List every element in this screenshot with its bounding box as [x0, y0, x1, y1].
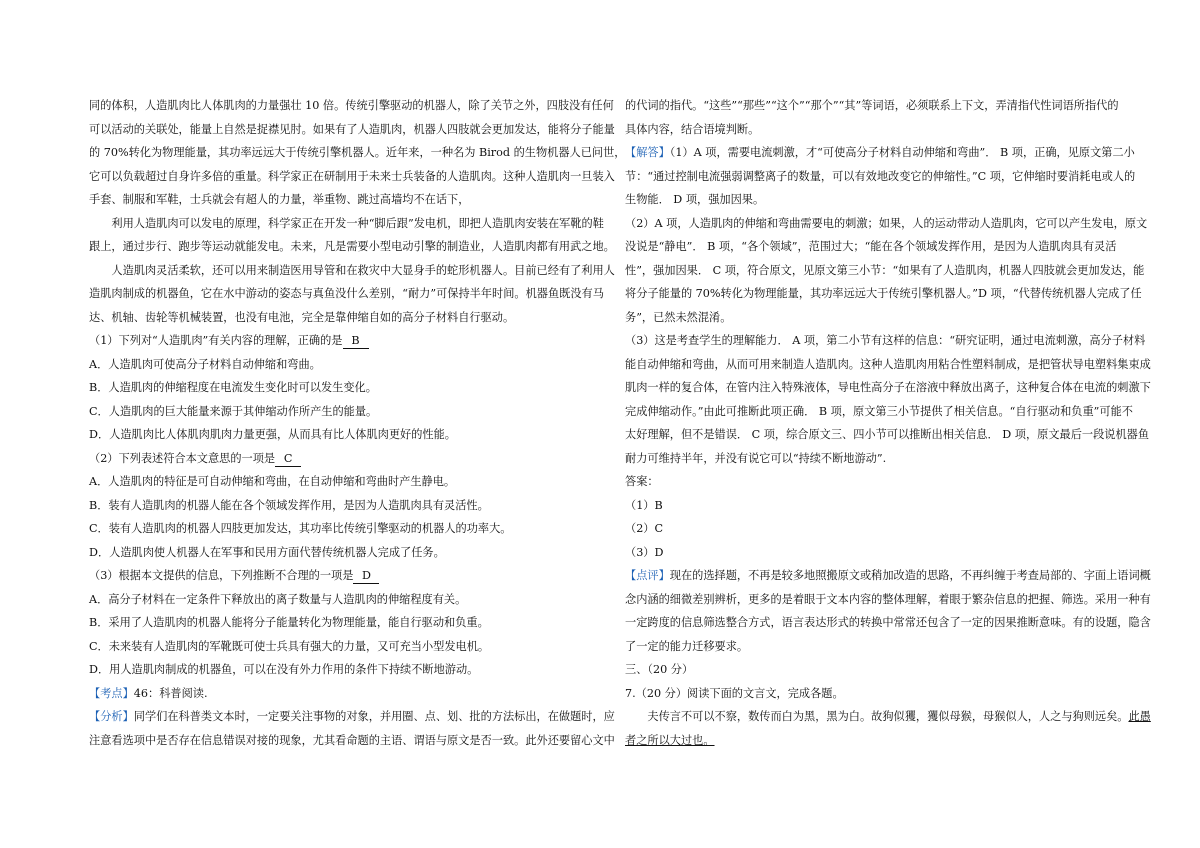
text-line: [89, 118, 615, 142]
line-text: B．采用了人造肌肉的机器人能将分子能量转化为物理能量，能自行驱动和负重。: [89, 616, 489, 629]
line-text: （3）根据本文提供的信息，下列推断不合理的一项是: [89, 569, 354, 582]
line-text: 没说是“静电”． B 项，“各个领域”，范围过大；“能在各个领域发挥作用，是因为人造肌肉具有灵活: [625, 240, 1117, 253]
line-text: A．高分子材料在一定条件下释放出的离子数量与人造肌肉的伸缩程度有关。: [89, 592, 467, 606]
text-line: [89, 541, 589, 565]
line-text: C．未来装有人造肌肉的军靴既可使士兵具有强大的力量，又可充当小型发电机。: [89, 639, 490, 653]
section-tag: 【分析】: [89, 710, 134, 723]
text-line: [625, 447, 1125, 471]
line-text: 46：科普阅读.: [133, 686, 208, 700]
text-line: [625, 329, 1146, 353]
text-line: [625, 94, 1125, 118]
line-text: 耐力可维持半年，并没有说它可以“持续不断地游动”.: [625, 451, 887, 465]
text-line: [625, 118, 1125, 142]
text-line: [625, 235, 1125, 259]
line-text: D．人造肌肉比人体肌肉肌肉力量更强，从而具有比人体肌肉更好的性能。: [89, 428, 456, 441]
line-text: 生物能． D 项，强加因果。: [625, 193, 765, 206]
text-line: [89, 235, 615, 259]
line-text: 同学们在科普类文本时，一定要关注事物的对象，并用圈、点、划、批的方法标出，在做题时，应: [133, 710, 615, 723]
answer-blank: D: [353, 568, 379, 584]
line-text: （3）这是考查学生的理解能力． A 项，第二小节有这样的信息：“研究证明，通过电流刺激，高分子材料: [625, 334, 1146, 347]
line-text: D．用人造肌肉制成的机器鱼，可以在没有外力作用的条件下持续不断地游动。: [89, 663, 479, 676]
line-text: 太好理解，但不是错误． C 项，综合原文三、四小节可以推断出相关信息． D 项，原文最后一段说机器鱼: [625, 428, 1150, 441]
text-line: [89, 517, 589, 541]
line-text: 造肌肉制成的机器鱼，它在水中游动的姿态与真鱼没什么差别，“耐力”可保持半年时间。机器鱼既没有马: [89, 287, 604, 300]
line-text: 利用人造肌肉可以发电的原理，科学家正在开发一种“脚后跟”发电机，即把人造肌肉安装在军靴的鞋: [89, 216, 604, 230]
section-tag: 【解答】: [625, 146, 670, 159]
line-text: 的代词的指代。“这些”“那些”“这个”“那个”“其”等词语，必须联系上下文，弄清指代性词语所指代的: [625, 99, 1119, 112]
line-text: 夫传言不可以不察，数传而白为黑，黑为白。故狗似玃，玃似母猴，母猴似人，人之与狗则远矣。: [625, 710, 1129, 723]
text-line: [89, 470, 589, 494]
text-line: [89, 165, 615, 189]
line-text: 节：“通过控制电流强弱调整离子的数量，可以有效地改变它的伸缩性。”C 项，它伸缩时要消耗电或人的: [625, 169, 1136, 183]
text-line: [625, 564, 1151, 588]
text-line: [89, 447, 589, 471]
section-tag: 【考点】: [89, 686, 134, 700]
line-text: B．人造肌肉的伸缩程度在电流发生变化时可以发生变化。: [89, 381, 377, 394]
line-text: 它可以负载超过自身许多倍的重量。科学家正在研制用于未来士兵装备的人造肌肉。这种人造肌肉一旦装入: [89, 169, 615, 183]
right-column: [625, 94, 1151, 752]
line-text: 肌肉一样的复合体，在管内注入特殊液体，导电性高分子在溶液中释放出离子，这种复合体在电流的刺激下: [625, 381, 1151, 394]
line-text: 注意看选项中是否存在信息错误对接的现象，尤其看命题的主语、谓语与原文是否一致。此外还要留心文中: [89, 733, 615, 747]
text-line: [89, 353, 589, 377]
underlined-text: 此愚: [1128, 710, 1151, 723]
answer-blank: B: [343, 333, 369, 349]
text-line: [625, 376, 1151, 400]
text-line: [625, 188, 1125, 212]
text-line: [625, 423, 1150, 447]
text-line: [625, 705, 1151, 729]
text-line: [625, 517, 1125, 541]
text-line: [625, 282, 1142, 306]
text-line: [625, 141, 1135, 165]
text-line: [625, 635, 1125, 659]
section-tag: 【点评】: [625, 569, 670, 582]
line-text: （2）A 项，人造肌肉的伸缩和弯曲需要电的刺激；如果，人的运动带动人造肌肉，它可以产生发电，原文: [625, 216, 1148, 230]
text-line: [89, 329, 589, 353]
text-line: [89, 400, 589, 424]
text-line: [625, 682, 1125, 706]
text-line: [625, 658, 1125, 682]
line-text: 性”，强加因果． C 项，符合原文，见原文第三小节：“如果有了人造肌肉，机器人四肢就会更加发达，能: [625, 263, 1145, 277]
line-text: A．人造肌肉可使高分子材料自动伸缩和弯曲。: [89, 357, 321, 371]
text-line: [89, 282, 604, 306]
text-line: [89, 259, 615, 283]
text-line: [89, 611, 589, 635]
line-text: （1）B: [625, 498, 663, 512]
line-text: 可以活动的关联处，能量上自然是捉襟见肘。如果有了人造肌肉，机器人四肢就会更加发达，能将分子能量: [89, 122, 615, 136]
left-column: [89, 94, 626, 752]
line-text: （2）C: [625, 522, 664, 535]
text-line: [89, 729, 615, 753]
text-line: [625, 588, 1151, 612]
answer-blank: C: [275, 451, 301, 467]
text-line: [625, 165, 1136, 189]
text-line: [625, 611, 1151, 635]
text-line: [625, 729, 1125, 753]
line-text: 人造肌肉灵活柔软，还可以用来制造医用导管和在救灾中大显身手的蛇形机器人。目前已经有了利用人: [89, 263, 615, 277]
line-text: 现在的选择题，不再是较多地照搬原文或稍加改造的思路，不再纠缠于考查局部的、字面上语词概: [669, 569, 1151, 582]
line-text: 7.（20 分）阅读下面的文言文，完成各题。: [625, 686, 844, 700]
line-text: （2）下列表述符合本文意思的一项是: [89, 451, 276, 465]
text-line: [89, 588, 589, 612]
text-line: [625, 353, 1151, 377]
line-text: 完成伸缩动作。”由此可推断此项正确． B 项，原文第三小节提供了相关信息。“自行驱动和负重”可能不: [625, 404, 1133, 418]
line-text: （3）D: [625, 545, 664, 559]
line-text: 能自动伸缩和弯曲，从而可用来制造人造肌肉。这种人造肌肉用粘合性塑料制成，是把管状导电塑料集束成: [625, 357, 1151, 371]
line-text: 达、机轴、齿轮等机械装置，也没有电池，完全是靠伸缩自如的高分子材料自行驱动。: [89, 310, 515, 324]
line-text: C．装有人造肌肉的机器人四肢更加发达，其功率比传统引擎驱动的机器人的功率大。: [89, 522, 512, 535]
line-text: 一定跨度的信息筛选整合方式，语言表达形式的转换中常常还包含了一定的因果推断意味。有的设题，隐含: [625, 616, 1151, 629]
text-line: [89, 212, 604, 236]
text-line: [625, 494, 1125, 518]
line-text: A．人造肌肉的特征是可自动伸缩和弯曲，在自动伸缩和弯曲时产生静电。: [89, 475, 456, 488]
text-line: [89, 188, 589, 212]
text-line: [89, 141, 626, 165]
line-text: 将分子能量的 70%转化为物理能量，其功率远远大于传统引擎机器人。”D 项，“代替传统机器人完成了任: [625, 287, 1142, 300]
line-text: 具体内容，结合语境判断。: [625, 122, 760, 136]
text-line: [89, 564, 589, 588]
line-text: 了一定的能力迁移要求。: [625, 639, 749, 653]
line-text: D．人造肌肉使人机器人在军事和民用方面代替传统机器人完成了任务。: [89, 545, 445, 559]
line-text: B．装有人造肌肉的机器人能在各个领域发挥作用，是因为人造肌肉具有灵活性。: [89, 498, 489, 512]
text-line: [625, 541, 1125, 565]
line-text: 答案：: [625, 475, 659, 488]
text-line: [625, 306, 1125, 330]
text-line: [89, 94, 614, 118]
line-text: 念内涵的细微差别辨析，更多的是着眼于文本内容的整体理解，着眼于繁杂信息的把握、筛选。采用一种有: [625, 592, 1151, 606]
text-line: [89, 423, 589, 447]
line-text: 务”，已然未然混淆。: [625, 310, 732, 324]
text-line: [89, 494, 589, 518]
text-line: [89, 682, 589, 706]
line-text: C．人造肌肉的巨大能量来源于其伸缩动作所产生的能量。: [89, 404, 378, 418]
text-line: [625, 400, 1133, 424]
text-line: [89, 658, 589, 682]
text-line: [89, 306, 589, 330]
text-line: [89, 635, 589, 659]
line-text: 手套、制服和军鞋，士兵就会有超人的力量，举重物、跳过高墙均不在话下，: [89, 193, 470, 206]
text-line: [625, 259, 1145, 283]
underlined-text: 者之所以大过也。: [625, 733, 715, 747]
line-text: 跟上，通过步行、跑步等运动就能发电。未来，凡是需要小型电动引擎的制造业，人造肌肉都有用武之地。: [89, 240, 615, 253]
line-text: 同的体积，人造肌肉比人体肌肉的力量强壮 10 倍。传统引擎驱动的机器人，除了关节之外，四肢没有任何: [89, 99, 614, 112]
text-line: [625, 212, 1148, 236]
line-text: （1）下列对“人造肌肉”有关内容的理解，正确的是: [89, 334, 343, 347]
line-text: 三、（20 分）: [625, 663, 694, 676]
line-text: （1）A 项，需要电流刺激，才“可使高分子材料自动伸缩和弯曲”． B 项，正确，见原文第二小: [669, 146, 1135, 159]
text-line: [89, 705, 615, 729]
line-text: 的 70%转化为物理能量，其功率远远大于传统引擎机器人。近年来，一种名为 Birod 的生物机器人已问世，: [89, 146, 626, 159]
text-line: [625, 470, 1125, 494]
text-line: [89, 376, 589, 400]
